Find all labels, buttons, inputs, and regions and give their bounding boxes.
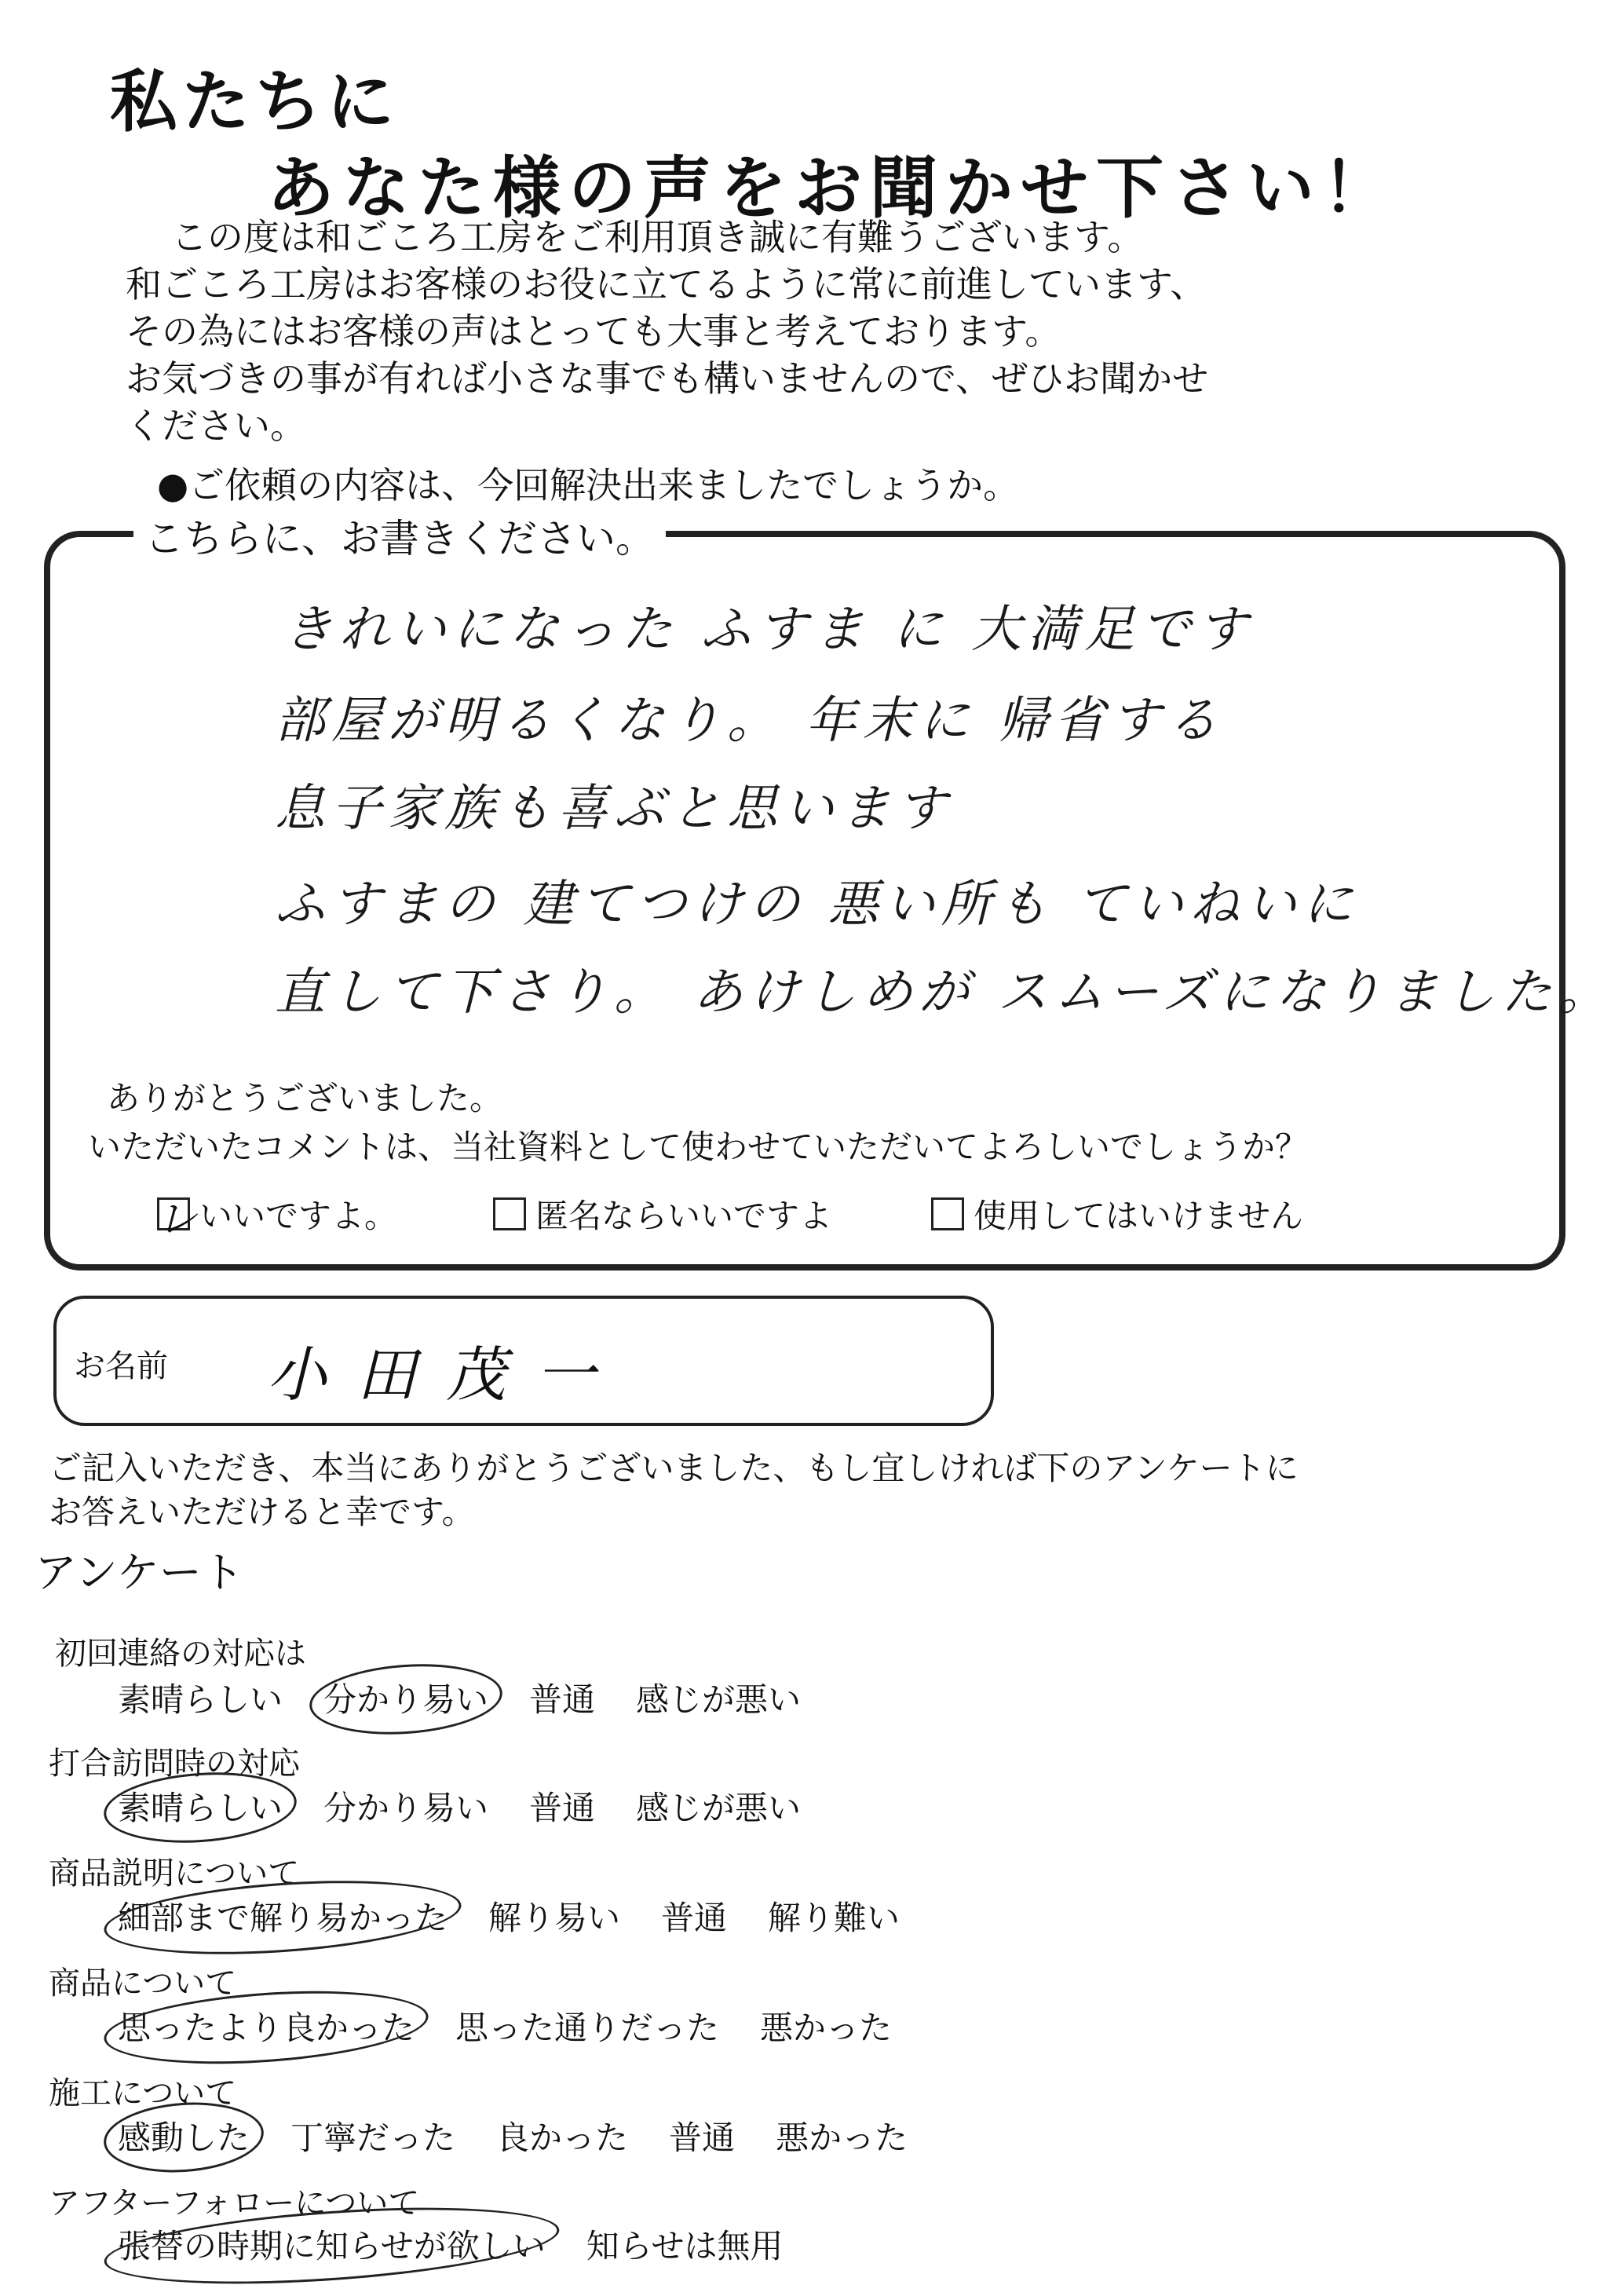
consent-question: いただいたコメントは、当社資料として使わせていただいてよろしいでしょうか？	[88, 1128, 1309, 1166]
consent-option-no[interactable]	[931, 1190, 1303, 1238]
intro-line: その為にはお客様の声はとっても大事と考えております。	[126, 310, 1061, 353]
survey-question: 商品説明について	[49, 1855, 300, 1892]
check-mark-icon: レ	[156, 1196, 198, 1243]
survey-question: 商品について	[49, 1965, 237, 2002]
survey-option-selected[interactable]: 思ったより良かった	[118, 2002, 415, 2049]
survey-question: 初回連絡の対応は	[55, 1636, 306, 1672]
survey-option[interactable]: 分かり易い	[323, 1789, 489, 1827]
intro-line: 和ごころ工房はお客様のお役に立てるように常に前進しています、	[126, 263, 1207, 305]
handwritten-comment-line: 部屋が明るくなり。 年末に 帰省する	[275, 692, 1224, 750]
handwritten-comment-line: 直して下さり。 あけしめが スムーズになりました。	[275, 963, 1615, 1022]
thanks-text: ありがとうございました。	[107, 1079, 503, 1117]
survey-option-selected[interactable]: 分かり易い	[323, 1674, 488, 1721]
survey-options	[118, 2002, 933, 2049]
survey-question: アフターフォローについて	[49, 2185, 420, 2221]
survey-option[interactable]: 普通	[529, 1680, 596, 1719]
request-question: ●ご依頼の内容は、今回解決出来ましたでしょうか。	[157, 464, 1020, 506]
handwritten-comment-line: ふすまの 建てつけの 悪い所も ていねいに	[275, 876, 1360, 934]
survey-options	[118, 1674, 842, 1721]
name-label: お名前	[74, 1348, 168, 1384]
title-line-1: 私たちに	[110, 62, 399, 141]
consent-option-anonymous[interactable]	[493, 1190, 832, 1238]
survey-option[interactable]: 普通	[669, 2119, 736, 2157]
survey-option[interactable]: 解り易い	[488, 1899, 621, 1937]
survey-option[interactable]: 思った通りだった	[455, 2009, 720, 2047]
survey-option[interactable]: 悪かった	[760, 2009, 893, 2047]
checkbox[interactable]	[493, 1197, 526, 1230]
intro-line: お気づきの事が有れば小さな事でも構いませんので、ぜひお聞かせ	[126, 357, 1209, 400]
handwritten-comment-line: 息子家族も喜ぶと思います	[275, 780, 953, 838]
survey-option-selected[interactable]: 感動した	[118, 2112, 250, 2159]
survey-option[interactable]: 普通	[529, 1789, 596, 1827]
consent-option-ok[interactable]	[156, 1190, 398, 1243]
survey-options	[118, 1782, 842, 1830]
survey-question: 打合訪問時の対応	[49, 1746, 300, 1782]
title-line-2: あなた様の声をお聞かせ下さい！	[267, 148, 1397, 228]
survey-option-selected[interactable]: 細部まで解り易かった	[118, 1892, 448, 1940]
survey-option[interactable]: 知らせは無用	[586, 2227, 784, 2265]
closing-line: お答えいただけると幸です。	[49, 1493, 475, 1531]
intro-paragraph	[126, 214, 1208, 449]
consent-option-label: 匿名ならいいですよ	[535, 1197, 833, 1235]
survey-option[interactable]: 感じが悪い	[636, 1680, 802, 1719]
handwritten-comment-line: きれいになった ふすま に 大満足です	[283, 601, 1255, 659]
intro-line: この度は和ごころ工房をご利用頂き誠に有難うございます。	[171, 216, 1144, 258]
survey-options	[118, 2221, 824, 2268]
survey-option[interactable]: 丁寧だった	[290, 2119, 456, 2157]
survey-options	[118, 1892, 941, 1940]
survey-option-selected[interactable]: 張替の時期に知らせが欲しい	[118, 2221, 546, 2268]
consent-option-label: いいですよ。	[199, 1197, 398, 1235]
survey-title: アンケート	[35, 1548, 244, 1597]
consent-option-label: 使用してはいけません	[974, 1197, 1304, 1235]
closing-paragraph	[49, 1446, 1299, 1534]
name-value: 小田茂一	[267, 1340, 625, 1409]
survey-option[interactable]: 感じが悪い	[636, 1789, 802, 1827]
intro-line: ください。	[126, 404, 306, 447]
survey-option-selected[interactable]: 素晴らしい	[118, 1782, 283, 1830]
comment-box-label: こちらに、お書きください。	[133, 507, 666, 564]
survey-option[interactable]: 良かった	[496, 2119, 629, 2157]
checkbox-checked[interactable]	[156, 1196, 198, 1243]
survey-option[interactable]: 普通	[661, 1899, 728, 1937]
survey-option[interactable]: 悪かった	[776, 2119, 908, 2157]
survey-question: 施工について	[49, 2075, 237, 2111]
closing-line: ご記入いただき、本当にありがとうございました、もし宜しければ下のアンケートに	[49, 1449, 1299, 1487]
survey-options	[118, 2112, 948, 2159]
survey-option[interactable]: 素晴らしい	[118, 1680, 283, 1719]
checkbox[interactable]	[931, 1197, 964, 1230]
survey-option[interactable]: 解り難い	[768, 1899, 901, 1937]
